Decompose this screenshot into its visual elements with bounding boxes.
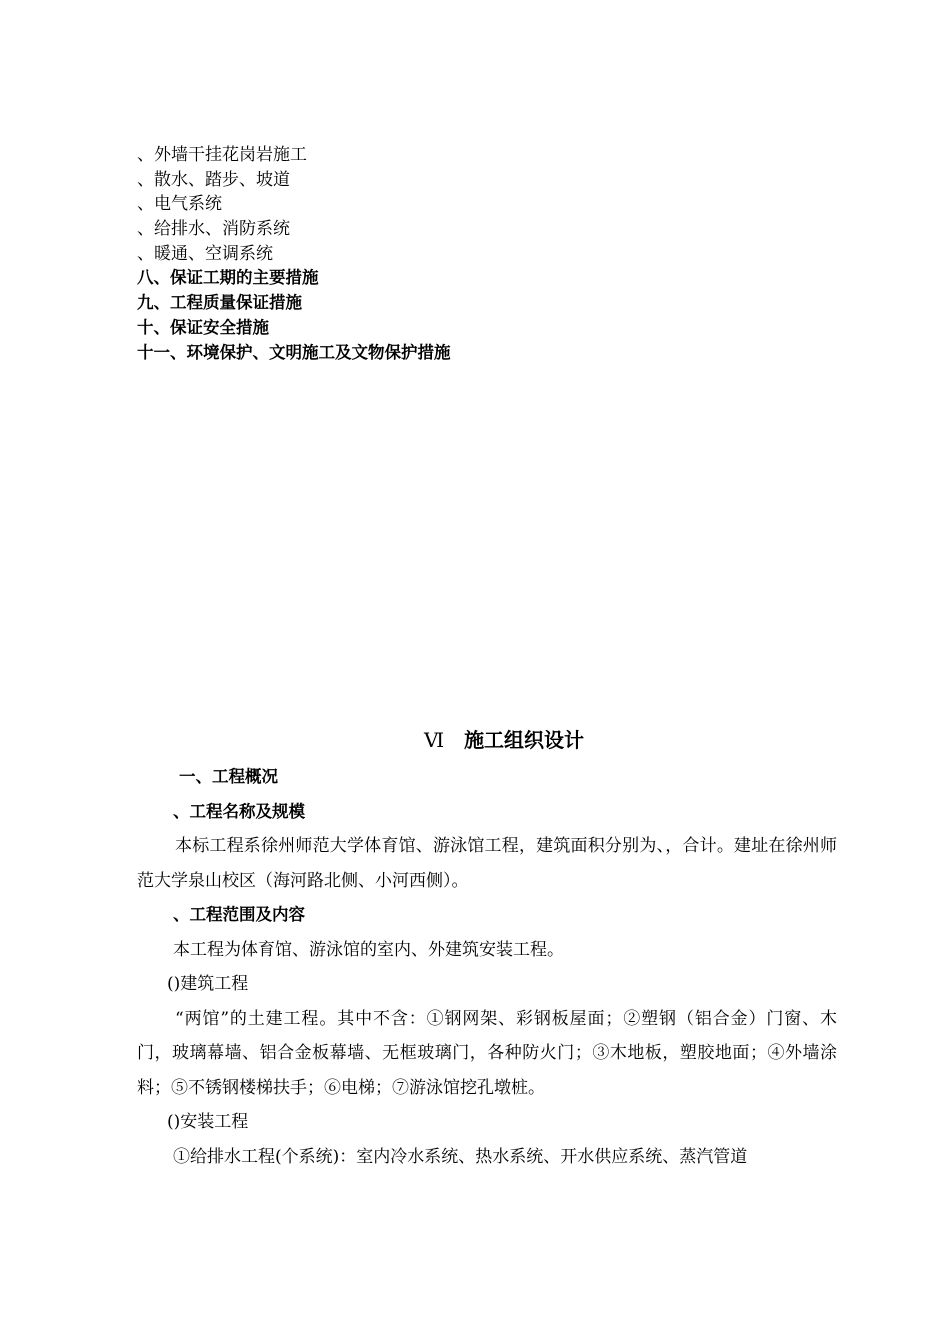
toc-item: 、电气系统 bbox=[137, 194, 222, 215]
table-of-contents bbox=[137, 143, 837, 365]
subheading-installation-works: ()安装工程 bbox=[167, 1112, 249, 1132]
heading-project-overview: 一、工程概况 bbox=[179, 767, 278, 786]
heading-project-name: 、工程名称及规模 bbox=[173, 801, 305, 821]
toc-item: 八、保证工期的主要措施 bbox=[137, 268, 319, 288]
section-construction-design bbox=[137, 720, 837, 1174]
toc-item: 九、工程质量保证措施 bbox=[137, 293, 302, 313]
paragraph-project-scope: 本工程为体育馆、游泳馆的室内、外建筑安装工程。 bbox=[173, 939, 564, 960]
toc-item: 、外墙干挂花岗岩施工 bbox=[137, 145, 307, 165]
toc-item: 十一、环境保护、文明施工及文物保护措施 bbox=[137, 342, 451, 362]
paragraph-project-name: 本标工程系徐州师范大学体育馆、游泳馆工程，建筑面积分别为、，合计。建址在徐州师范大学泉山校区（海河路北侧、小河西侧）。 bbox=[137, 836, 837, 891]
toc-item: 、暖通、空调系统 bbox=[137, 243, 273, 264]
paragraph-building-works: “两馆”的土建工程。其中不含：①钢网架、彩钢板屋面；②塑钢（铝合金）门窗、木门，玻璃幕墙、铝合金板幕墙、无框玻璃门，各种防火门；③木地板，塑胶地面；④外墙涂料；⑤不锈钢楼梯扶手；⑥电梯；⑦游泳馆挖孔墩桩。 bbox=[137, 1008, 837, 1098]
section-number: Ⅵ bbox=[423, 728, 445, 752]
section-title bbox=[137, 720, 837, 760]
heading-project-scope: 、工程范围及内容 bbox=[173, 905, 305, 924]
toc-item: 、给排水、消防系统 bbox=[137, 219, 290, 240]
section-title-text: 施工组织设计 bbox=[464, 728, 585, 752]
paragraph-installation-works: ①给排水工程(个系统)：室内冷水系统、热水系统、开水供应系统、蒸汽管道 bbox=[173, 1146, 748, 1167]
toc-item: 、散水、踏步、坡道 bbox=[137, 169, 290, 190]
subheading-building-works: ()建筑工程 bbox=[167, 974, 249, 994]
toc-item: 十、保证安全措施 bbox=[137, 317, 269, 337]
